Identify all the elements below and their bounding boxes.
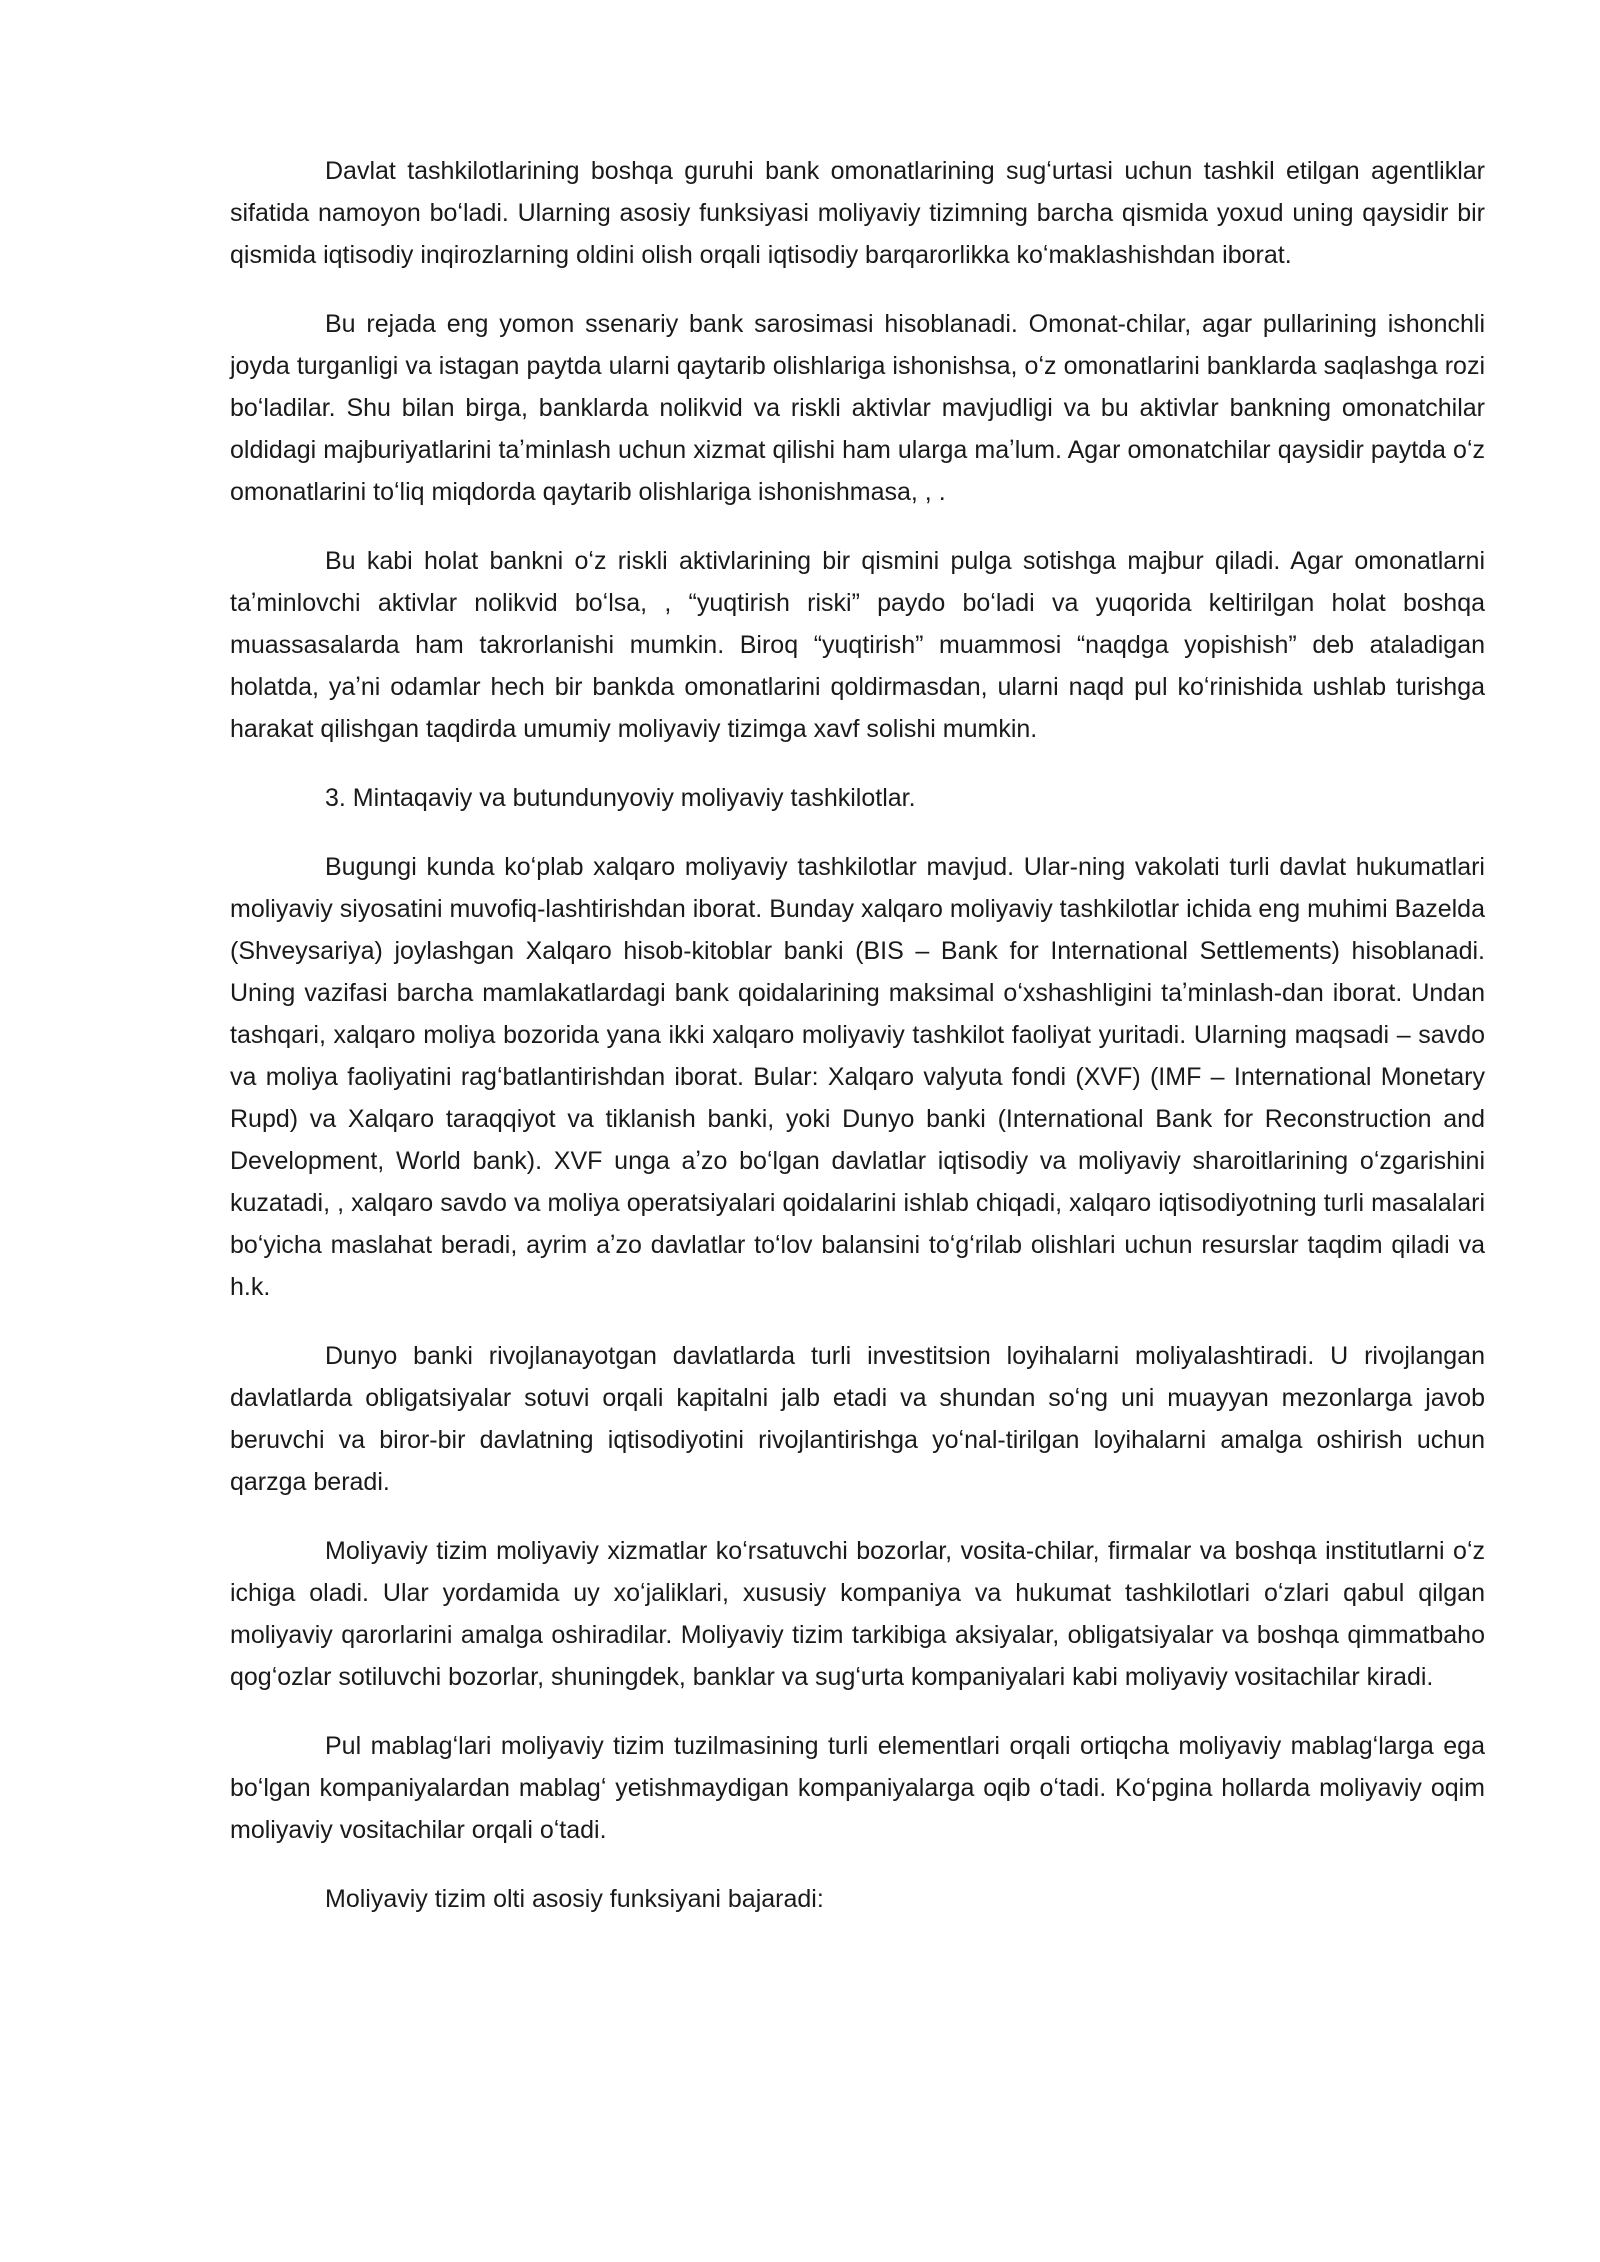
paragraph-financial-system: Moliyaviy tizim moliyaviy xizmatlar koʻrsatuvchi bozorlar, vosita-chilar, firmalar va boshqa institutlarni oʻz ichiga oladi. Ular yordamida uy xoʻjaliklari, xususiy kompaniya va hukumat tashkilotlari oʻzlari qabul qilgan moliyaviy qarorlarini amalga oshiradilar. Moliyaviy tizim tarkibiga aksiyalar, obligatsiyalar va boshqa qimmatbaho qogʻozlar sotiluvchi bozorlar, shuningdek, banklar va sugʻurta kompaniyalari kabi moliyaviy vositachilar kiradi.	[230, 1537, 1485, 1691]
paragraph-bank-panic: Bu rejada eng yomon ssenariy bank sarosimasi hisoblanadi. Omonat-chilar, agar pullarining ishonchli joyda turganligi va istagan paytda ularni qaytarib olishlariga ishonishsa, oʻz omonatlarini banklarda saqlashga rozi boʻladilar. Shu bilan birga, banklarda nolikvid va riskli aktivlar mavjudligi va bu aktivlar bankning omonatchilar oldidagi majburiyatlarini taʼminlash uchun xizmat qilishi ham ularga maʼlum. Agar omonatchilar qaysidir paytda oʻz omonatlarini toʻliq miqdorda qaytarib olishlariga ishonishmasa, , .	[230, 310, 1485, 506]
paragraph-fund-flows: Pul mablagʻlari moliyaviy tizim tuzilmasining turli elementlari orqali ortiqcha moliyaviy mablagʻlarga ega boʻlgan kompaniyalardan mablagʻ yetishmaydigan kompaniyalarga oqib oʻtadi. Koʻpgina hollarda moliyaviy oqim moliyaviy vositachilar orqali oʻtadi.	[230, 1732, 1485, 1844]
section-heading: 3. Mintaqaviy va butundunyoviy moliyaviy tashkilotlar.	[325, 784, 916, 812]
paragraph-contagion-risk: Bu kabi holat bankni oʻz riskli aktivlarining bir qismini pulga sotishga majbur qiladi. Agar omonatlarni taʼminlovchi aktivlar nolikvid boʻlsa, , “yuqtirish riski” paydo boʻladi va yuqorida keltirilgan holat boshqa muassasalarda ham takrorlanishi mumkin. Biroq “yuqtirish” muammosi “naqdga yopishish” deb ataladigan holatda, yaʼni odamlar hech bir bankda omonatlarini qoldirmasdan, ularni naqd pul koʻrinishida ushlab turishga harakat qilishgan taqdirda umumiy moliyaviy tizimga xavf solishi mumkin.	[230, 547, 1485, 743]
paragraph-deposit-insurance: Davlat tashkilotlarining boshqa guruhi bank omonatlarining sugʻurtasi uchun tashkil etilgan agentliklar sifatida namoyon boʻladi. Ularning asosiy funksiyasi moliyaviy tizimning barcha qismida yoxud uning qaysidir bir qismida iqtisodiy inqirozlarning oldini olish orqali iqtisodiy barqarorlikka koʻmaklashishdan iborat.	[230, 157, 1485, 269]
document-body	[230, 150, 1485, 1947]
paragraph-world-bank: Dunyo banki rivojlanayotgan davlatlarda turli investitsion loyihalarni moliyalashtiradi. U rivojlangan davlatlarda obligatsiyalar sotuvi orqali kapitalni jalb etadi va shundan soʻng uni muayyan mezonlarga javob beruvchi va biror-bir davlatning iqtisodiyotini rivojlantirishga yoʻnal-tirilgan loyihalarni amalga oshirish uchun qarzga beradi.	[230, 1342, 1485, 1496]
paragraph-six-functions: Moliyaviy tizim olti asosiy funksiyani bajaradi:	[325, 1885, 824, 1913]
paragraph-international-organizations: Bugungi kunda koʻplab xalqaro moliyaviy tashkilotlar mavjud. Ular-ning vakolati turli davlat hukumatlari moliyaviy siyosatini muvofiq-lashtirishdan iborat. Bunday xalqaro moliyaviy tashkilotlar ichida eng muhimi Bazelda (Shveysariya) joylashgan Xalqaro hisob-kitoblar banki (BIS – Bank for International Settlements) hisoblanadi. Uning vazifasi barcha mamlakatlardagi bank qoidalarining maksimal oʻxshashligini taʼminlash-dan iborat. Undan tashqari, xalqaro moliya bozorida yana ikki xalqaro moliyaviy tashkilot faoliyat yuritadi. Ularning maqsadi – savdo va moliya faoliyatini ragʻbatlantirishdan iborat. Bular: Xalqaro valyuta fondi (XVF) (IMF – International Monetary Rupd) va Xalqaro taraqqiyot va tiklanish banki, yoki Dunyo banki (International Bank for Reconstruction and Development, World bank). XVF unga aʼzo boʻlgan davlatlar iqtisodiy va moliyaviy sharoitlarining oʻzgarishini kuzatadi, , xalqaro savdo va moliya operatsiyalari qoidalarini ishlab chiqadi, xalqaro iqtisodiyotning turli masalalari boʻyicha maslahat beradi, ayrim aʼzo davlatlar toʻlov balansini toʻgʻrilab olishlari uchun resurslar taqdim qiladi va h.k.	[230, 853, 1485, 1301]
